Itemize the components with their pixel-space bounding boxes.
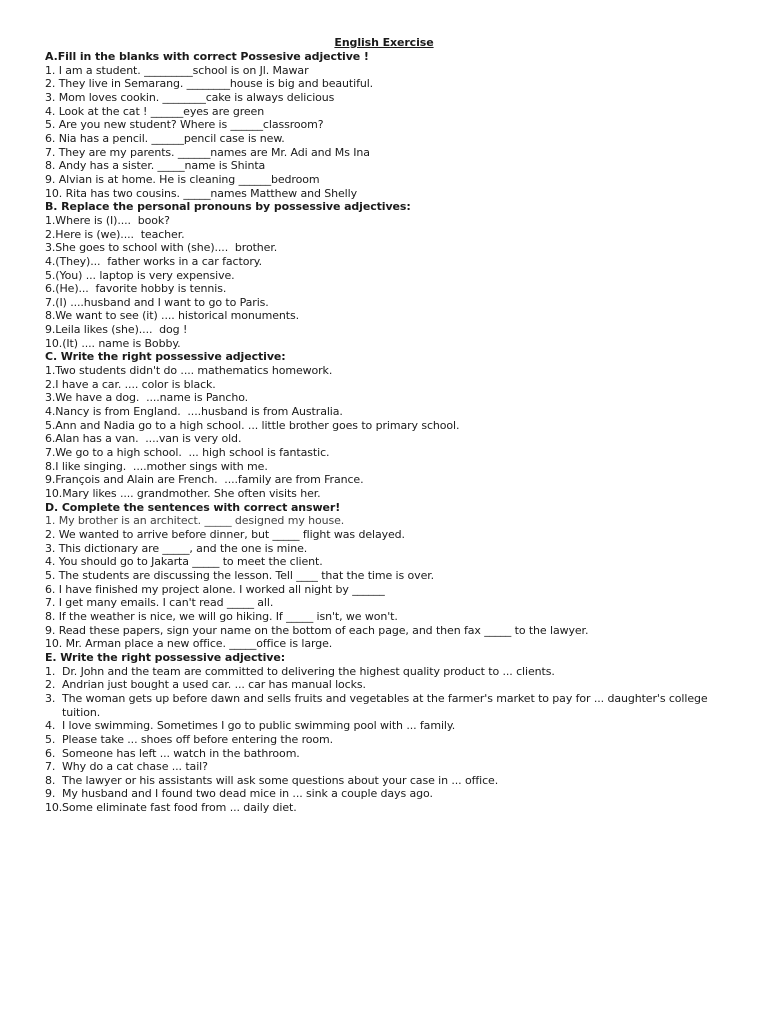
section-b-item: 4.(They)... father works in a car factory. [45, 254, 262, 268]
section-e-item [45, 760, 725, 774]
section-d-item: 8. If the weather is nice, we will go hiking. If _____ isn't, we won't. [45, 609, 398, 623]
section-a-item: 5. Are you new student? Where is ______classroom? [45, 118, 324, 132]
section-a-item: 1. I am a student. _________school is on Jl. Mawar [45, 63, 309, 77]
section-c-item: 10.Mary likes .... grandmother. She often visits her. [45, 487, 321, 500]
section-d-item: 7. I get many emails. I can't read _____ all. [45, 596, 274, 610]
section-b-heading: B. Replace the personal pronouns by possessive adjectives: [45, 200, 411, 214]
section-a-item: 9. Alvian is at home. He is cleaning ______bedroom [45, 172, 320, 186]
section-e-item [45, 801, 725, 815]
item-text: The lawyer or his assistants will ask some questions about your case in ... office. [62, 773, 499, 787]
item-number: 4. [45, 719, 56, 733]
section-c-item: 8.I like singing. ....mother sings with me. [45, 459, 268, 473]
item-text: My husband and I found two dead mice in ... sink a couple days ago. [62, 787, 433, 801]
section-d-item: 6. I have finished my project alone. I worked all night by ______ [45, 582, 385, 596]
section-e-item [45, 678, 725, 692]
section-a-item: 10. Rita has two cousins. _____names Matthew and Shelly [45, 186, 357, 200]
section-b-item: 10.(It) .... name is Bobby. [45, 336, 181, 350]
item-text: I love swimming. Sometimes I go to public swimming pool with ... family. [62, 719, 456, 733]
item-number: 8. [45, 773, 56, 787]
section-c-item: 2.I have a car. .... color is black. [45, 377, 216, 391]
section-b-item: 7.(I) ....husband and I want to go to Paris. [45, 295, 269, 309]
section-b-item: 3.She goes to school with (she).... brother. [45, 241, 278, 255]
section-d-item: 1. My brother is an architect. _____ designed my house. [45, 514, 345, 528]
section-a-item: 6. Nia has a pencil. ______pencil case is new. [45, 131, 285, 145]
section-c-item: 7.We go to a high school. ... high school is fantastic. [45, 446, 330, 460]
section-b-item: 2.Here is (we).... teacher. [45, 227, 185, 241]
section-c-heading: C. Write the right possessive adjective: [45, 350, 286, 364]
item-text: Andrian just bought a used car. ... car has manual locks. [62, 678, 366, 692]
section-e-item [45, 774, 725, 788]
item-number: 7. [45, 760, 56, 774]
section-c-item: 1.Two students didn't do .... mathematics homework. [45, 364, 333, 378]
item-number: 3. [45, 691, 56, 705]
section-c-item: 5.Ann and Nadia go to a high school. ... little brother goes to primary school. [45, 418, 460, 432]
item-text: Someone has left ... watch in the bathroom. [62, 746, 300, 760]
section-d-heading: D. Complete the sentences with correct answer! [45, 500, 341, 514]
section-c-item: 3.We have a dog. ....name is Pancho. [45, 391, 249, 405]
item-number: 2. [45, 678, 56, 692]
section-b-item: 9.Leila likes (she).... dog ! [45, 323, 188, 337]
section-e-heading: E. Write the right possessive adjective: [45, 650, 285, 664]
section-a-item: 4. Look at the cat ! ______eyes are green [45, 104, 265, 118]
exercise-content [45, 50, 725, 815]
section-c-item: 9.François and Alain are French. ....family are from France. [45, 473, 364, 487]
section-e-item [45, 747, 725, 761]
section-c-item: 4.Nancy is from England. ....husband is from Australia. [45, 405, 343, 419]
section-e-item [45, 787, 725, 801]
item-text: Why do a cat chase ... tail? [62, 760, 208, 774]
item-text: Dr. John and the team are committed to delivering the highest quality product to ... clients. [62, 664, 555, 678]
item-number: 5. [45, 732, 56, 746]
section-b-item: 8.We want to see (it) .... historical monuments. [45, 309, 300, 323]
section-a-item: 2. They live in Semarang. ________house is big and beautiful. [45, 77, 374, 91]
section-e-item [45, 692, 725, 719]
section-b-item: 6.(He)... favorite hobby is tennis. [45, 282, 227, 296]
item-number: 9. [45, 787, 56, 801]
item-number: 10. [45, 801, 63, 815]
section-a-item: 8. Andy has a sister. _____name is Shinta [45, 159, 266, 173]
section-a-heading: A.Fill in the blanks with correct Possesive adjective ! [45, 50, 369, 63]
item-text: The woman gets up before dawn and sells fruits and vegetables at the farmer's market to pay for ... daughter's college tuition. [62, 691, 708, 719]
item-number: 1. [45, 664, 56, 678]
section-c-item: 6.Alan has a van. ....van is very old. [45, 432, 242, 446]
item-text: Please take ... shoes off before entering the room. [62, 732, 334, 746]
section-d-item: 10. Mr. Arman place a new office. _____office is large. [45, 637, 333, 651]
section-a-item: 3. Mom loves cookin. ________cake is always delicious [45, 90, 335, 104]
section-d-item: 4. You should go to Jakarta _____ to meet the client. [45, 555, 323, 569]
section-b-item: 5.(You) ... laptop is very expensive. [45, 268, 235, 282]
section-d-item: 2. We wanted to arrive before dinner, but _____ flight was delayed. [45, 527, 405, 541]
section-b-item: 1.Where is (I).... book? [45, 213, 170, 227]
section-d-item: 3. This dictionary are _____, and the one is mine. [45, 541, 308, 555]
item-text: Some eliminate fast food from ... daily diet. [62, 801, 297, 815]
section-a-item: 7. They are my parents. ______names are Mr. Adi and Ms Ina [45, 145, 370, 159]
section-e-item [45, 665, 725, 679]
section-e-item [45, 733, 725, 747]
item-number: 6. [45, 746, 56, 760]
section-d-item: 5. The students are discussing the lesson. Tell ____ that the time is over. [45, 568, 435, 582]
section-d-item: 9. Read these papers, sign your name on the bottom of each page, and then fax _____ to the lawyer. [45, 623, 589, 637]
section-e-item [45, 719, 725, 733]
page-title: English Exercise [334, 36, 434, 49]
